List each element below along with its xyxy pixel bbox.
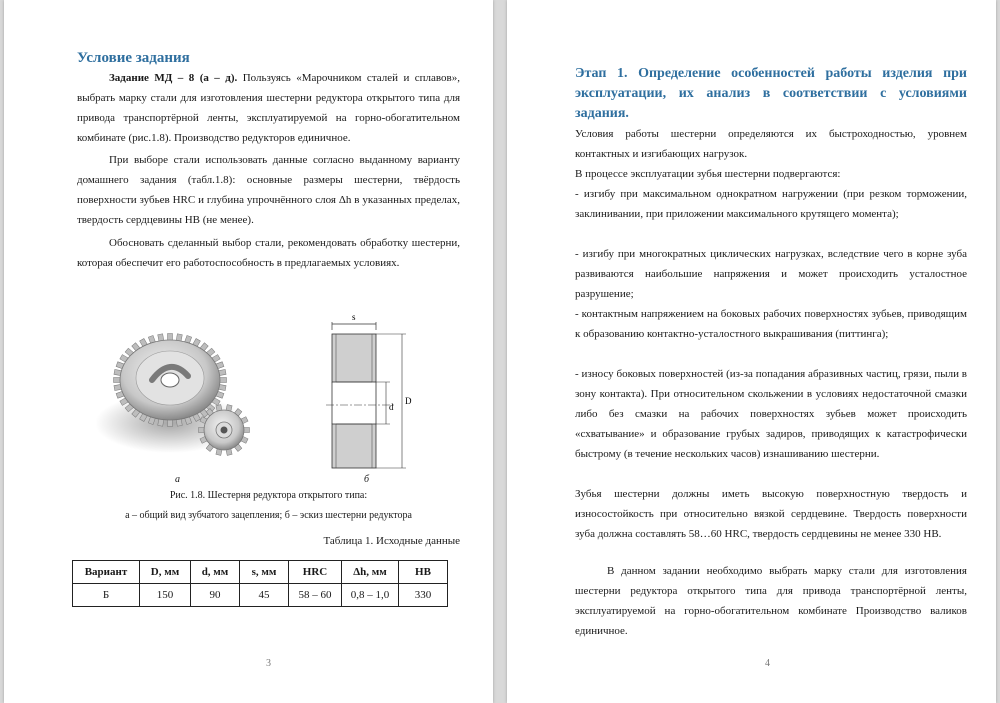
table-cell: 58 – 60 [289,584,342,607]
table-cell: Б [73,584,140,607]
task-label: Задание МД – 8 (а – д). [109,72,238,84]
table-cell: 0,8 – 1,0 [342,584,399,607]
body-paragraph: В процессе эксплуатации зубья шестерни подвергаются: [575,168,841,180]
list-item: - изгибу при максимальном однократном нагружении (при резком торможении, заклинивании, при приложении максимального крутящего момента); [575,188,967,220]
page-left [4,0,493,703]
body-paragraph: Зубья шестерни должны иметь высокую поверхностную твердость и износостойкость при относительно вязкой сердцевине. Твердость поверхности зуба должна составлять 58…60 HRC, твердость сердцевины не менее 330 HB. [575,488,967,540]
task-paragraph [77,68,460,148]
table-header-row [73,561,448,584]
table-header-cell: Δh, мм [342,561,399,584]
list-item: - контактным напряжением на боковых рабочих поверхностях зубьев, приводящим к образованию контактно-усталостного выкрашивания (питтинга); [575,308,967,340]
page-number: 3 [266,658,271,669]
body-paragraph: Условия работы шестерни определяются их быстроходностью, уровнем контактных и изгибающих нагрузок. [575,128,967,160]
table-header-cell: d, мм [191,561,240,584]
gear-illustration [92,318,262,468]
figure-label-a: а [175,474,180,485]
table-cell: 330 [399,584,448,607]
figure-caption-description: а – общий вид зубчатого зацепления; б – эскиз шестерни редуктора [125,510,412,521]
stage-heading: Этап 1. Определение особенностей работы изделия при эксплуатации, их анализ в соответствии с условиями задания. [575,66,967,121]
list-item: - износу боковых поверхностей (из-за попадания абразивных частиц, грязи, пыли в зону контакта). При относительном скольжении в условиях недостаточной смазки либо без смазки на рабочих поверхностях зубьев может происходить «схватывание» и образование грубых задиров, приводящих к катастрофически быстрому (в течение нескольких часов) изнашиванию шестерни. [575,368,967,460]
figure-caption-title: Рис. 1.8. Шестерня редуктора открытого типа: [169,490,368,501]
page-right [507,0,996,703]
gear-sketch [326,306,426,471]
table-row [73,584,448,607]
page-number: 4 [765,658,770,669]
section-heading: Условие задания [77,50,190,66]
task-text: Пользуясь «Марочником сталей и сплавов», выбрать марку стали для изготовления шестерни редуктора открытого типа для привода транспортёрной ленты, эксплуатируемой на горно-обогатительном комбинате (рис.1.8). Производство редукторов единичное. [77,72,460,144]
table-header-cell: HB [399,561,448,584]
list-item: - изгибу при многократных циклических нагрузках, вследствие чего в корне зуба развиваются наибольшие напряжения и может происходить усталостное разрушение; [575,248,967,300]
table-title: Таблица 1. Исходные данные [323,535,460,547]
table-header-cell: s, мм [240,561,289,584]
table-cell: 45 [240,584,289,607]
table-cell: 150 [140,584,191,607]
body-paragraph: В данном задании необходимо выбрать марку стали для изготовления шестерни редуктора открытого типа для привода транспортёрной ленты, эксплуатируемой на горно-обогатительном комбинате Производство валиков единичное. [575,565,967,637]
figure-label-b: б [364,474,370,485]
table-header-cell: Вариант [73,561,140,584]
dim-label-s: s [352,312,356,322]
dim-label-d: d [389,402,394,412]
instruction-paragraph: При выборе стали использовать данные согласно выданному варианту домашнего задания (табл.1.8): основные размеры шестерни, твёрдость поверхности зубьев HRC и глубина упрочнённого слоя Δh в указанных пределах, твердость сердцевины HB (не менее). [77,154,460,226]
table-cell: 90 [191,584,240,607]
justification-paragraph: Обосновать сделанный выбор стали, рекомендовать обработку шестерни, которая обеспечит его работоспособность в предлагаемых условиях. [77,237,460,269]
table-header-cell: HRC [289,561,342,584]
table-header-cell: D, мм [140,561,191,584]
dim-label-D: D [405,396,412,406]
input-data-table [72,560,448,607]
